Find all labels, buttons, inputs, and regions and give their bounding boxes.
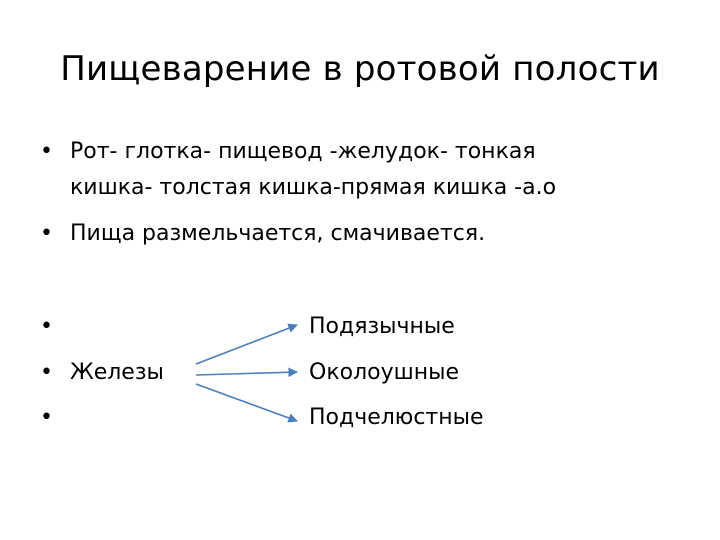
arrow-to-sublingual	[196, 325, 297, 364]
glands-label: Железы	[70, 360, 164, 385]
arrow-to-submandibular	[196, 384, 297, 421]
bullet-2-text: Пища размельчается, смачивается.	[70, 221, 486, 246]
bullet-marker: •	[40, 405, 53, 430]
bullet-1-line-2: кишка- толстая кишка-прямая кишка -а.о	[70, 175, 557, 200]
bullet-1-line-1: Рот- глотка- пищевод -желудок- тонкая	[70, 139, 536, 164]
gland-sublingual: Подязычные	[309, 314, 455, 339]
bullet-marker: •	[40, 139, 53, 164]
bullet-marker: •	[40, 314, 53, 339]
gland-parotid: Околоушные	[309, 360, 460, 385]
arrow-to-parotid	[196, 372, 297, 375]
bullet-marker: •	[40, 221, 53, 246]
bullet-marker: •	[40, 360, 53, 385]
gland-submandibular: Подчелюстные	[309, 405, 484, 430]
slide-title: Пищеварение в ротовой полости	[60, 49, 660, 89]
